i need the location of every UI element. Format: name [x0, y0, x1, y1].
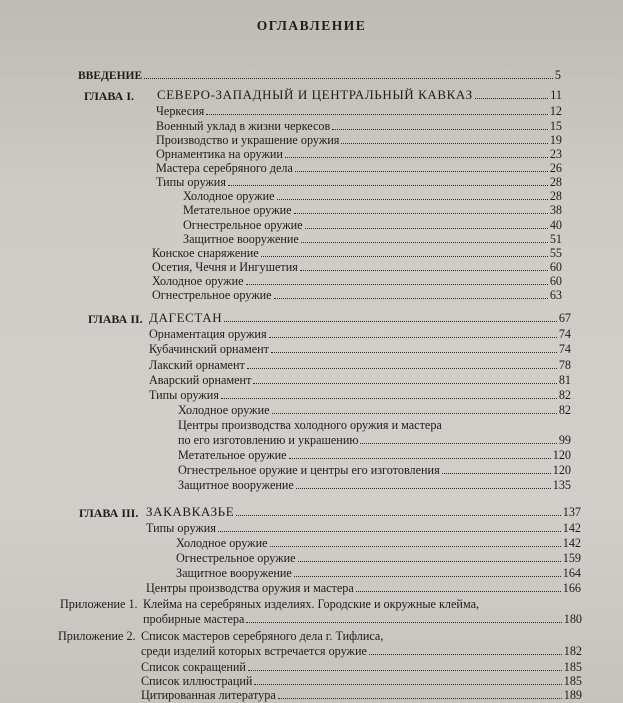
toc-page: 67	[558, 311, 571, 325]
toc-page: 40	[549, 218, 562, 232]
toc-label: Огнестрельное оружие	[183, 218, 303, 232]
toc-label: Аварский орнамент	[149, 373, 252, 387]
toc-page: 12	[549, 104, 562, 118]
page-title: ОГЛАВЛЕНИЕ	[256, 18, 367, 33]
toc-entry	[156, 104, 562, 118]
toc-entry	[178, 433, 571, 447]
leader-dots	[301, 233, 548, 243]
toc-page: 137	[562, 505, 581, 519]
toc-page: 5	[554, 68, 561, 82]
toc-page: 26	[549, 161, 562, 175]
toc-page: 185	[563, 674, 582, 688]
toc-page: 99	[558, 433, 571, 447]
leader-dots	[300, 261, 548, 271]
leader-dots	[221, 389, 557, 399]
toc-page: 28	[549, 175, 562, 189]
toc-page: 74	[558, 342, 571, 356]
appendix-2-entry	[141, 644, 582, 658]
leader-dots	[277, 190, 548, 200]
toc-entry	[152, 260, 562, 274]
toc-page: 38	[549, 203, 562, 217]
toc-page: 159	[562, 551, 581, 565]
leader-dots	[360, 434, 556, 444]
chapter-3-heading	[146, 505, 581, 519]
leader-dots	[285, 148, 548, 158]
leader-dots	[253, 374, 556, 384]
toc-label: Список иллюстраций	[141, 674, 253, 688]
toc-label: Огнестрельное оружие	[176, 551, 296, 565]
leader-dots	[236, 506, 560, 516]
leader-dots	[295, 162, 548, 172]
toc-label: Холодное оружие	[176, 536, 268, 550]
leader-dots	[247, 359, 557, 369]
leader-dots	[269, 328, 557, 338]
toc-page: 23	[549, 147, 562, 161]
toc-entry	[178, 478, 571, 492]
leader-dots	[298, 552, 561, 562]
toc-entry	[156, 119, 562, 133]
toc-page: 135	[552, 478, 571, 492]
toc-entry-text: Центры производства холодного оружия и мастера	[178, 418, 442, 432]
toc-entry-intro	[78, 68, 561, 83]
toc-label: Холодное оружие	[183, 189, 275, 203]
toc-entry	[176, 566, 581, 580]
toc-page: 74	[558, 327, 571, 341]
leader-dots	[442, 464, 551, 474]
toc-label: Метательное оружие	[178, 448, 287, 462]
toc-label: Холодное оружие	[178, 403, 270, 417]
leader-dots	[274, 289, 548, 299]
toc-label: Метательное оружие	[183, 203, 292, 217]
toc-label: пробирные мастера	[143, 612, 245, 626]
toc-page: 180	[563, 612, 582, 626]
leader-dots	[248, 661, 562, 671]
toc-page: 166	[562, 581, 581, 595]
toc-entry	[152, 288, 562, 302]
toc-label: по его изготовлению и украшению	[178, 433, 359, 447]
chapter-1-label: ГЛАВА I.	[84, 89, 135, 103]
toc-label: Центры производства оружия и мастера	[146, 581, 354, 595]
toc-entry	[183, 232, 562, 246]
toc-label: ВВЕДЕНИЕ	[78, 70, 143, 82]
leader-dots	[206, 105, 548, 115]
appendix-1-label: Приложение 1.	[60, 597, 138, 611]
toc-entry	[141, 674, 582, 688]
appendix-1-line1: Клейма на серебряных изделиях. Городские и окружные клейма,	[143, 597, 480, 611]
toc-label: СЕВЕРО-ЗАПАДНЫЙ И ЦЕНТРАЛЬНЫЙ КАВКАЗ	[157, 87, 473, 102]
leader-dots	[218, 522, 561, 532]
toc-label: Типы оружия	[146, 521, 216, 535]
toc-label: Защитное вооружение	[178, 478, 294, 492]
toc-label: Конское снаряжение	[152, 246, 259, 260]
toc-page: 142	[562, 536, 581, 550]
toc-page: 82	[558, 403, 571, 417]
leader-dots	[270, 537, 561, 547]
toc-entry	[156, 133, 562, 147]
leader-dots	[272, 404, 557, 414]
appendix-1-entry	[143, 612, 582, 626]
toc-entry	[156, 175, 562, 189]
toc-page: 11	[550, 88, 562, 102]
leader-dots	[246, 613, 561, 623]
toc-label: Типы оружия	[156, 175, 226, 189]
toc-page: 189	[563, 688, 582, 702]
chapter-1-heading	[157, 88, 562, 102]
toc-label: среди изделий которых встречается оружие	[141, 644, 367, 658]
toc-label: Осетия, Чечня и Ингушетия	[152, 260, 298, 274]
leader-dots	[305, 219, 548, 229]
leader-dots	[332, 120, 548, 130]
chapter-2-label: ГЛАВА II.	[88, 312, 143, 326]
leader-dots	[254, 675, 561, 685]
toc-entry	[149, 373, 571, 387]
toc-label: ЗАКАВКАЗЬЕ	[146, 504, 235, 519]
toc-entry	[141, 660, 582, 674]
toc-page: 15	[549, 119, 562, 133]
toc-label: Цитированная литература	[141, 688, 276, 702]
toc-label: Огнестрельное оружие и центры его изготовления	[178, 463, 440, 477]
toc-page: 28	[549, 189, 562, 203]
appendix-2-line1: Список мастеров серебряного дела г. Тифлиса,	[141, 629, 384, 643]
toc-entry	[178, 463, 571, 477]
leader-dots	[224, 312, 557, 322]
toc-page: 120	[552, 463, 571, 477]
toc-entry	[149, 342, 571, 356]
leader-dots	[246, 275, 548, 285]
leader-dots	[475, 89, 549, 99]
toc-entry	[176, 536, 581, 550]
toc-entry	[149, 327, 571, 341]
toc-entry	[156, 161, 562, 175]
toc-page: 55	[549, 246, 562, 260]
toc-entry	[178, 403, 571, 417]
toc-page: 182	[563, 644, 582, 658]
toc-entry	[149, 358, 571, 372]
toc-page: 81	[558, 373, 571, 387]
toc-entry	[149, 388, 571, 402]
toc-page: 19	[549, 133, 562, 147]
toc-label: Защитное вооружение	[183, 232, 299, 246]
toc-page: 82	[558, 388, 571, 402]
toc-entry	[152, 246, 562, 260]
leader-dots	[228, 176, 548, 186]
leader-dots	[341, 134, 547, 144]
toc-page: 185	[563, 660, 582, 674]
leader-dots	[296, 479, 551, 489]
toc-entry	[183, 218, 562, 232]
toc-page: 164	[562, 566, 581, 580]
leader-dots	[261, 247, 548, 257]
leader-dots	[356, 582, 561, 592]
leader-dots	[294, 204, 548, 214]
toc-entry	[178, 448, 571, 462]
toc-label: Кубачинский орнамент	[149, 342, 269, 356]
toc-page: 60	[549, 274, 562, 288]
leader-dots	[278, 689, 562, 699]
toc-entry	[156, 147, 562, 161]
leader-dots	[144, 69, 553, 79]
toc-entry	[183, 203, 562, 217]
toc-label: Орнаментация оружия	[149, 327, 267, 341]
toc-entry	[146, 521, 581, 535]
toc-label: Орнаментика на оружии	[156, 147, 283, 161]
toc-label: Холодное оружие	[152, 274, 244, 288]
toc-entry	[152, 274, 562, 288]
toc-label: Список сокращений	[141, 660, 246, 674]
toc-label: Черкесия	[156, 104, 205, 118]
toc-label: Лакский орнамент	[149, 358, 245, 372]
toc-page: 78	[558, 358, 571, 372]
toc-label: Типы оружия	[149, 388, 219, 402]
toc-entry	[146, 581, 581, 595]
toc-entry	[176, 551, 581, 565]
leader-dots	[271, 343, 557, 353]
chapter-2-heading	[149, 311, 571, 325]
toc-label: ДАГЕСТАН	[149, 310, 223, 325]
leader-dots	[289, 449, 551, 459]
leader-dots	[294, 567, 561, 577]
toc-page: 142	[562, 521, 581, 535]
toc-page: 51	[549, 232, 562, 246]
toc-label: Огнестрельное оружие	[152, 288, 272, 302]
toc-label: Производство и украшение оружия	[156, 133, 340, 147]
leader-dots	[369, 645, 562, 655]
toc-label: Мастера серебряного дела	[156, 161, 293, 175]
chapter-3-label: ГЛАВА III.	[79, 506, 139, 520]
toc-entry	[183, 189, 562, 203]
toc-page: 60	[549, 260, 562, 274]
toc-label: Защитное вооружение	[176, 566, 292, 580]
toc-label: Военный уклад в жизни черкесов	[156, 119, 331, 133]
appendix-2-label: Приложение 2.	[58, 629, 136, 643]
toc-page: 120	[552, 448, 571, 462]
toc-page: 63	[549, 288, 562, 302]
toc-entry	[141, 688, 582, 702]
